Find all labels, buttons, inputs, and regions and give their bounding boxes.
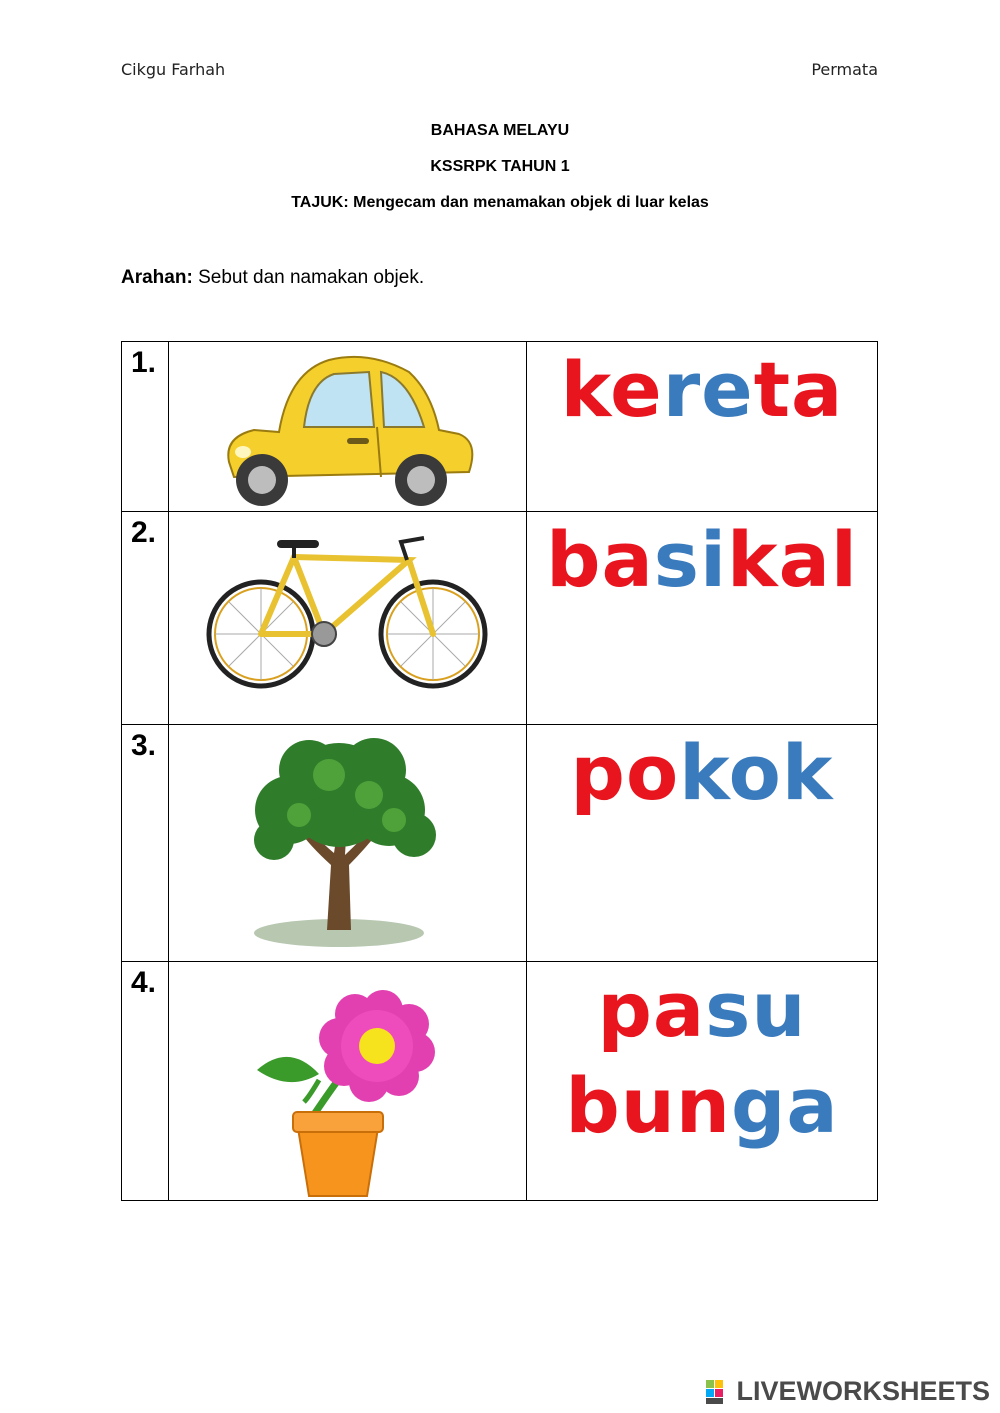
word-cell xyxy=(527,342,878,512)
syllable: si xyxy=(653,515,728,604)
instruction xyxy=(121,267,424,289)
row-number-cell xyxy=(122,962,169,1201)
table-row xyxy=(122,962,878,1201)
syllable: su xyxy=(705,965,807,1054)
brand-name: LIVEWORKSHEETS xyxy=(736,1376,990,1406)
table-row xyxy=(122,725,878,962)
word-kereta xyxy=(527,342,877,438)
syllable: ga xyxy=(730,1061,839,1150)
picture-cell xyxy=(169,342,527,512)
syllable: pa xyxy=(597,965,706,1054)
liveworksheets-logo xyxy=(706,1376,990,1407)
flowerpot-icon xyxy=(169,962,526,1200)
row-number-cell xyxy=(122,512,169,725)
bicycle-icon xyxy=(169,512,526,724)
liveworksheets-logo-icon xyxy=(706,1380,732,1404)
word-cell xyxy=(527,512,878,725)
syllable: bun xyxy=(565,1061,731,1150)
table-row xyxy=(122,512,878,725)
class-name: Permata xyxy=(811,60,878,79)
syllable: re xyxy=(662,345,754,434)
syllable: kal xyxy=(727,515,858,604)
row-number-cell xyxy=(122,725,169,962)
row-number: 2. xyxy=(131,516,157,549)
instruction-label: Arahan: xyxy=(121,267,193,288)
teacher-name: Cikgu Farhah xyxy=(121,60,226,79)
syllable: po xyxy=(570,728,680,817)
picture-cell xyxy=(169,512,527,725)
picture-cell xyxy=(169,725,527,962)
subject-title: BAHASA MELAYU xyxy=(430,122,570,139)
instruction-text: Sebut dan namakan objek. xyxy=(192,267,425,288)
row-number: 4. xyxy=(131,966,157,999)
word-pasu xyxy=(527,962,877,1058)
level-title: KSSRPK TAHUN 1 xyxy=(430,158,570,175)
vocabulary-table xyxy=(121,341,878,1201)
word-cell xyxy=(527,725,878,962)
tree-icon xyxy=(169,725,526,961)
table-row xyxy=(122,342,878,512)
picture-cell xyxy=(169,962,527,1201)
row-number: 1. xyxy=(131,346,157,379)
syllable: ta xyxy=(753,345,844,434)
syllable: ke xyxy=(560,345,663,434)
row-number: 3. xyxy=(131,729,157,762)
topic-title: TAJUK: Mengecam dan menamakan objek di luar kelas xyxy=(291,194,709,211)
car-icon xyxy=(169,342,526,511)
word-cell xyxy=(527,962,878,1201)
row-number-cell xyxy=(122,342,169,512)
syllable: kok xyxy=(679,728,834,817)
word-bunga xyxy=(527,1058,877,1154)
word-pokok xyxy=(527,725,877,821)
syllable: ba xyxy=(546,515,654,604)
word-basikal xyxy=(527,512,877,608)
